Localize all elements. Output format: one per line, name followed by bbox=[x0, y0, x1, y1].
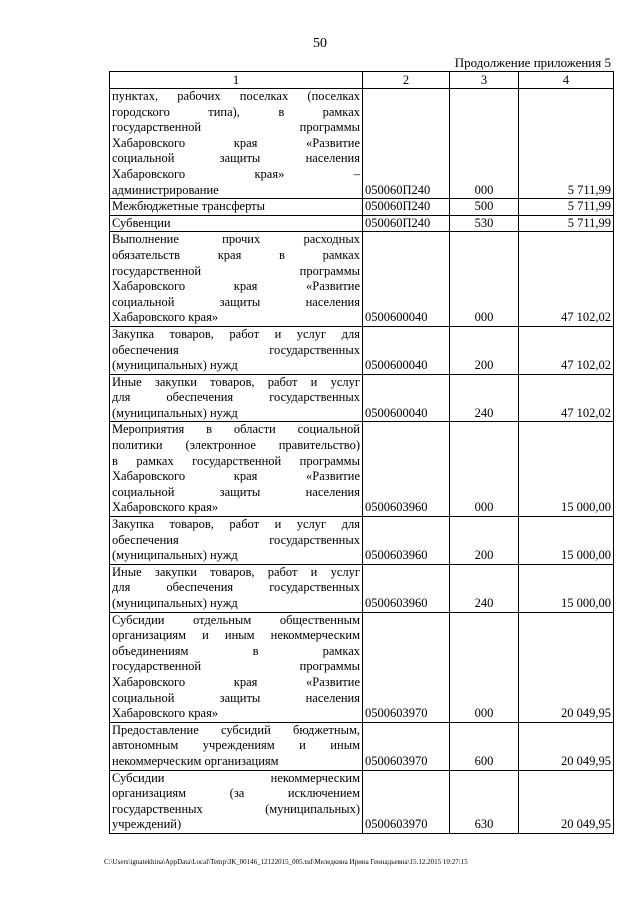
table-row bbox=[110, 326, 614, 374]
row-expense-type: 000 bbox=[450, 422, 519, 517]
description-line: политики (электронное правительство) bbox=[112, 438, 360, 453]
description-line: Хабаровского края» bbox=[112, 706, 219, 721]
footer-file-path: C:\Users\ignatekhina\AppData\Local\Temp\ЗК_00146_12122015_005.tsd\Меледкина Ирина Геннадьевна\15.12.2015 10:27:15 bbox=[104, 858, 468, 866]
row-description bbox=[110, 770, 363, 833]
row-target-code: 0500600040 bbox=[363, 326, 450, 374]
description-line: Иные закупки товаров, работ и услуг bbox=[112, 374, 360, 389]
description-line: обязательств края в рамках bbox=[112, 247, 360, 262]
row-target-code: 0500603960 bbox=[363, 564, 450, 612]
description-line: Закупка товаров, работ и услуг для bbox=[112, 326, 360, 341]
description-line: администрирование bbox=[112, 182, 219, 197]
row-expense-type: 240 bbox=[450, 374, 519, 422]
description-line: Хабаровского края» bbox=[112, 310, 219, 325]
description-line: Хабаровского края» bbox=[112, 500, 219, 515]
description-line: объединениям в рамках bbox=[112, 643, 360, 658]
column-header-1: 1 bbox=[110, 72, 363, 89]
row-amount: 20 049,95 bbox=[519, 612, 614, 722]
row-description bbox=[110, 422, 363, 517]
row-target-code: 0500600040 bbox=[363, 232, 450, 327]
description-line: пунктах, рабочих поселках (поселках bbox=[112, 89, 360, 103]
table-row bbox=[110, 722, 614, 770]
description-line: Субсидии отдельным общественным bbox=[112, 612, 360, 627]
row-expense-type: 000 bbox=[450, 232, 519, 327]
description-line: Субвенции bbox=[112, 215, 171, 230]
description-line: Хабаровского края «Развитие bbox=[112, 469, 360, 484]
continuation-label: Продолжение приложения 5 bbox=[454, 55, 611, 70]
row-target-code: 0500603970 bbox=[363, 722, 450, 770]
description-line: для обеспечения государственных bbox=[112, 580, 360, 595]
row-description bbox=[110, 517, 363, 565]
description-line: Межбюджетные трансферты bbox=[112, 199, 266, 214]
row-amount: 15 000,00 bbox=[519, 564, 614, 612]
row-description bbox=[110, 722, 363, 770]
column-header-2: 2 bbox=[363, 72, 450, 89]
table-row bbox=[110, 199, 614, 216]
table-row bbox=[110, 564, 614, 612]
row-target-code: 050060П240 bbox=[363, 89, 450, 199]
table-row bbox=[110, 517, 614, 565]
row-expense-type: 240 bbox=[450, 564, 519, 612]
description-line: Закупка товаров, работ и услуг для bbox=[112, 517, 360, 532]
description-line: государственной программы bbox=[112, 659, 360, 674]
row-expense-type: 600 bbox=[450, 722, 519, 770]
description-line: социальной защиты населения bbox=[112, 484, 360, 499]
description-line: Выполнение прочих расходных bbox=[112, 232, 360, 247]
description-line: (муниципальных) нужд bbox=[112, 548, 238, 563]
table-header-row bbox=[110, 72, 614, 89]
row-description bbox=[110, 612, 363, 722]
table-row bbox=[110, 422, 614, 517]
row-description bbox=[110, 232, 363, 327]
description-line: социальной защиты населения bbox=[112, 151, 360, 166]
description-line: Иные закупки товаров, работ и услуг bbox=[112, 564, 360, 579]
row-description bbox=[110, 89, 363, 199]
row-amount: 20 049,95 bbox=[519, 722, 614, 770]
budget-table bbox=[109, 71, 614, 834]
table-row bbox=[110, 232, 614, 327]
description-line: социальной защиты населения bbox=[112, 294, 360, 309]
row-amount: 47 102,02 bbox=[519, 326, 614, 374]
row-expense-type: 500 bbox=[450, 199, 519, 216]
description-line: для обеспечения государственных bbox=[112, 390, 360, 405]
table-row bbox=[110, 374, 614, 422]
description-line: Хабаровского края «Развитие bbox=[112, 135, 360, 150]
row-amount: 5 711,99 bbox=[519, 89, 614, 199]
row-amount: 15 000,00 bbox=[519, 422, 614, 517]
description-line: Хабаровского края «Развитие bbox=[112, 674, 360, 689]
description-line: организациям и иным некоммерческим bbox=[112, 628, 360, 643]
row-amount: 47 102,02 bbox=[519, 374, 614, 422]
description-line: государственной программы bbox=[112, 120, 360, 135]
table-row bbox=[110, 89, 614, 199]
description-line: некоммерческим организациям bbox=[112, 753, 279, 768]
table-row bbox=[110, 770, 614, 833]
column-header-4: 4 bbox=[519, 72, 614, 89]
row-target-code: 0500603970 bbox=[363, 612, 450, 722]
row-expense-type: 630 bbox=[450, 770, 519, 833]
description-line: обеспечения государственных bbox=[112, 342, 360, 357]
row-expense-type: 000 bbox=[450, 612, 519, 722]
row-expense-type: 200 bbox=[450, 517, 519, 565]
row-amount: 15 000,00 bbox=[519, 517, 614, 565]
description-line: Хабаровского края «Развитие bbox=[112, 279, 360, 294]
page-number: 50 bbox=[313, 36, 327, 51]
description-line: государственной программы bbox=[112, 263, 360, 278]
description-line: (муниципальных) нужд bbox=[112, 596, 238, 610]
column-header-3: 3 bbox=[450, 72, 519, 89]
row-amount: 5 711,99 bbox=[519, 215, 614, 232]
row-target-code: 0500603960 bbox=[363, 422, 450, 517]
description-line: государственных (муниципальных) bbox=[112, 801, 360, 816]
description-line: (муниципальных) нужд bbox=[112, 358, 238, 373]
description-line: (муниципальных) нужд bbox=[112, 405, 238, 420]
description-line: Предоставление субсидий бюджетным, bbox=[112, 722, 360, 737]
table-body bbox=[110, 72, 614, 834]
description-line: в рамках государственной программы bbox=[112, 453, 360, 468]
description-line: Субсидии некоммерческим bbox=[112, 770, 360, 785]
row-expense-type: 530 bbox=[450, 215, 519, 232]
row-target-code: 0500603960 bbox=[363, 517, 450, 565]
row-expense-type: 200 bbox=[450, 326, 519, 374]
description-line: Хабаровского края» – bbox=[112, 166, 360, 181]
row-description bbox=[110, 374, 363, 422]
row-expense-type: 000 bbox=[450, 89, 519, 199]
description-line: Мероприятия в области социальной bbox=[112, 422, 360, 437]
table-row bbox=[110, 215, 614, 232]
row-amount: 47 102,02 bbox=[519, 232, 614, 327]
row-amount: 20 049,95 bbox=[519, 770, 614, 833]
row-description bbox=[110, 564, 363, 612]
row-target-code: 050060П240 bbox=[363, 199, 450, 216]
description-line: автономным учреждениям и иным bbox=[112, 738, 360, 753]
table-row bbox=[110, 612, 614, 722]
row-amount: 5 711,99 bbox=[519, 199, 614, 216]
description-line: учреждений) bbox=[112, 817, 182, 832]
row-description bbox=[110, 326, 363, 374]
description-line: городского типа), в рамках bbox=[112, 104, 360, 119]
description-line: социальной защиты населения bbox=[112, 690, 360, 705]
description-line: обеспечения государственных bbox=[112, 532, 360, 547]
row-description bbox=[110, 199, 363, 216]
row-target-code: 0500603970 bbox=[363, 770, 450, 833]
row-target-code: 050060П240 bbox=[363, 215, 450, 232]
description-line: организациям (за исключением bbox=[112, 786, 360, 801]
row-description bbox=[110, 215, 363, 232]
row-target-code: 0500600040 bbox=[363, 374, 450, 422]
